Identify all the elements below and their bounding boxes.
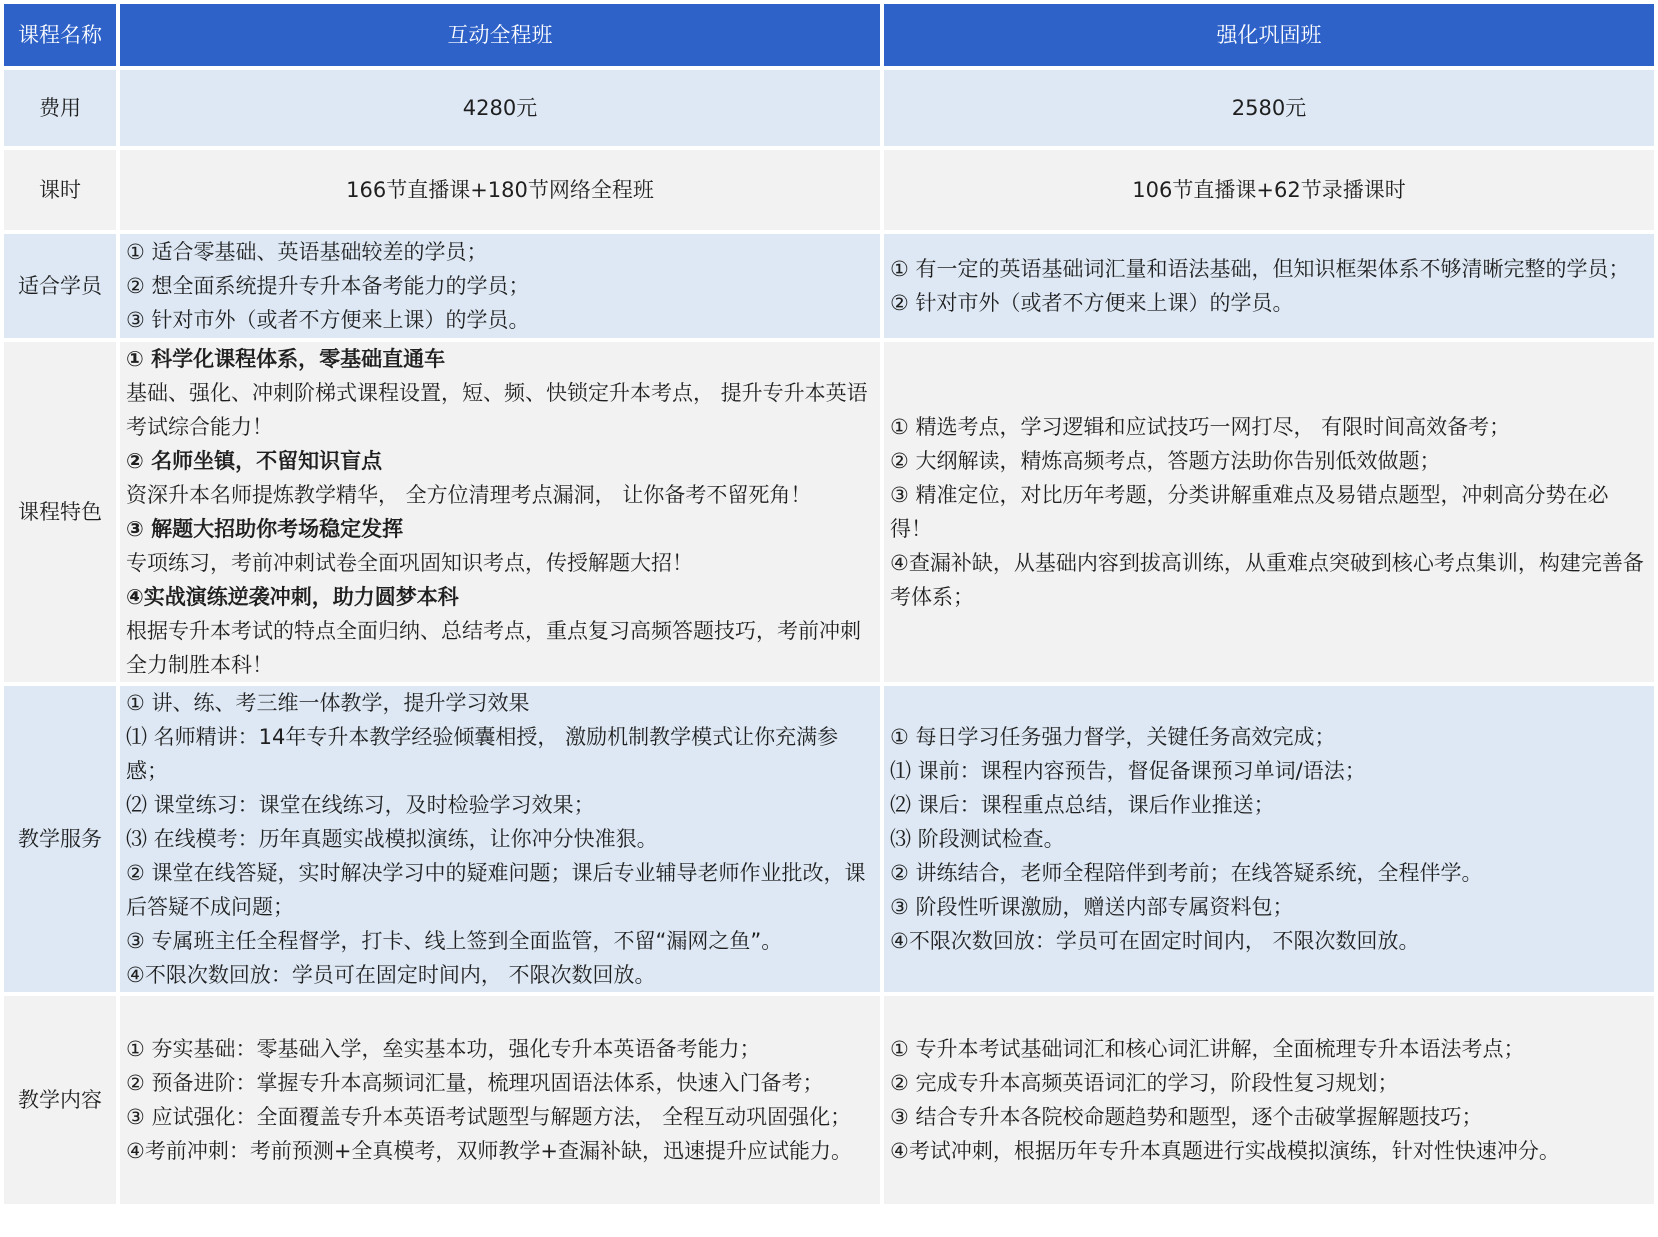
list-item: ⑶ 阶段测试检查。: [890, 827, 1065, 851]
list-item: ① 有一定的英语基础词汇量和语法基础，但知识框架体系不够清晰完整的学员；: [890, 257, 1630, 281]
list-item: ③ 专属班主任全程督学，打卡、线上签到全面监管，不留“漏网之鱼”。: [126, 929, 783, 953]
students-row: [4, 234, 1654, 338]
feature-desc: 根据专升本考试的特点全面归纳、总结考点，重点复习高频答题技巧，考前冲刺全力制胜本科！: [126, 619, 861, 677]
hours-label: 课时: [4, 150, 116, 230]
fee-row: [4, 70, 1654, 146]
list-item: ⑴ 课前：课程内容预告，督促备课预习单词/语法；: [890, 759, 1366, 783]
services-cell-b: [884, 686, 1654, 992]
hours-value-a: 166节直播课+180节网络全程班: [120, 150, 880, 230]
content-label: 教学内容: [4, 996, 116, 1204]
features-cell-a: [120, 342, 880, 682]
list-item: ③ 针对市外（或者不方便来上课）的学员。: [126, 308, 530, 332]
list-item: ① 精选考点，学习逻辑和应试技巧一网打尽， 有限时间高效备考；: [890, 415, 1511, 439]
list-item: ③ 应试强化：全面覆盖专升本英语考试题型与解题方法， 全程互动巩固强化；: [126, 1105, 852, 1129]
list-item: ⑵ 课后：课程重点总结，课后作业推送；: [890, 793, 1275, 817]
content-cell-a: [120, 996, 880, 1204]
header-course-name: 课程名称: [4, 4, 116, 66]
students-label: 适合学员: [4, 234, 116, 338]
list-item: ④考试冲刺，根据历年专升本真题进行实战模拟演练，针对性快速冲分。: [890, 1139, 1560, 1163]
features-cell-b: [884, 342, 1654, 682]
feature-desc: 资深升本名师提炼教学精华， 全方位清理考点漏洞， 让你备考不留死角！: [126, 483, 812, 507]
list-item: ② 针对市外（或者不方便来上课）的学员。: [890, 291, 1294, 315]
feature-desc: 专项练习，考前冲刺试卷全面巩固知识考点，传授解题大招！: [126, 551, 693, 575]
hours-row: [4, 150, 1654, 230]
features-label: 课程特色: [4, 342, 116, 682]
list-item: ③ 结合专升本各院校命题趋势和题型，逐个击破掌握解题技巧；: [890, 1105, 1483, 1129]
hours-value-b: 106节直播课+62节录播课时: [884, 150, 1654, 230]
list-item: ③ 阶段性听课激励，赠送内部专属资料包；: [890, 895, 1294, 919]
students-cell-a: [120, 234, 880, 338]
list-item: ① 讲、练、考三维一体教学，提升学习效果: [126, 691, 530, 715]
feature-heading: ② 名师坐镇，不留知识盲点: [126, 449, 383, 473]
feature-heading: ① 科学化课程体系，零基础直通车: [126, 347, 446, 371]
list-item: ① 每日学习任务强力督学，关键任务高效完成；: [890, 725, 1336, 749]
feature-desc: 基础、强化、冲刺阶梯式课程设置，短、频、快锁定升本考点， 提升专升本英语考试综合能力！: [126, 381, 868, 439]
list-item: ④考前冲刺：考前预测+全真模考，双师教学+查漏补缺，迅速提升应试能力。: [126, 1139, 853, 1163]
list-item: ② 预备进阶：掌握专升本高频词汇量，梳理巩固语法体系，快速入门备考；: [126, 1071, 824, 1095]
list-item: ⑵ 课堂练习：课堂在线练习，及时检验学习效果；: [126, 793, 595, 817]
feature-heading: ③ 解题大招助你考场稳定发挥: [126, 517, 404, 541]
fee-value-b: 2580元: [884, 70, 1654, 146]
fee-value-a: 4280元: [120, 70, 880, 146]
header-interactive-class: 互动全程班: [120, 4, 880, 66]
list-item: ② 讲练结合，老师全程陪伴到考前；在线答疑系统，全程伴学。: [890, 861, 1483, 885]
content-row: [4, 996, 1654, 1204]
list-item: ② 想全面系统提升专升本备考能力的学员；: [126, 274, 530, 298]
students-cell-b: [884, 234, 1654, 338]
list-item: ② 课堂在线答疑，实时解决学习中的疑难问题；课后专业辅导老师作业批改，课后答疑不成问题；: [126, 861, 866, 919]
header-intensive-class: 强化巩固班: [884, 4, 1654, 66]
list-item: ① 夯实基础：零基础入学，垒实基本功，强化专升本英语备考能力；: [126, 1037, 761, 1061]
list-item: ① 专升本考试基础词汇和核心词汇讲解，全面梳理专升本语法考点；: [890, 1037, 1525, 1061]
list-item: ① 适合零基础、英语基础较差的学员；: [126, 240, 488, 264]
list-item: ② 完成专升本高频英语词汇的学习，阶段性复习规划；: [890, 1071, 1399, 1095]
services-label: 教学服务: [4, 686, 116, 992]
list-item: ④不限次数回放：学员可在固定时间内， 不限次数回放。: [890, 929, 1420, 953]
list-item: ③ 精准定位，对比历年考题，分类讲解重难点及易错点题型，冲刺高分势在必得！: [890, 483, 1609, 541]
list-item: ④查漏补缺，从基础内容到拔高训练，从重难点突破到核心考点集训，构建完善备考体系；: [890, 551, 1644, 609]
header-row: [4, 4, 1654, 66]
features-row: [4, 342, 1654, 682]
list-item: ⑴ 名师精讲：14年专升本教学经验倾囊相授， 激励机制教学模式让你充满参感；: [126, 725, 839, 783]
content-cell-b: [884, 996, 1654, 1204]
feature-heading: ④实战演练逆袭冲刺，助力圆梦本科: [126, 585, 459, 609]
list-item: ④不限次数回放：学员可在固定时间内， 不限次数回放。: [126, 963, 656, 987]
services-cell-a: [120, 686, 880, 992]
services-row: [4, 686, 1654, 992]
fee-label: 费用: [4, 70, 116, 146]
list-item: ② 大纲解读，精炼高频考点，答题方法助你告别低效做题；: [890, 449, 1441, 473]
list-item: ⑶ 在线模考：历年真题实战模拟演练，让你冲分快准狠。: [126, 827, 658, 851]
